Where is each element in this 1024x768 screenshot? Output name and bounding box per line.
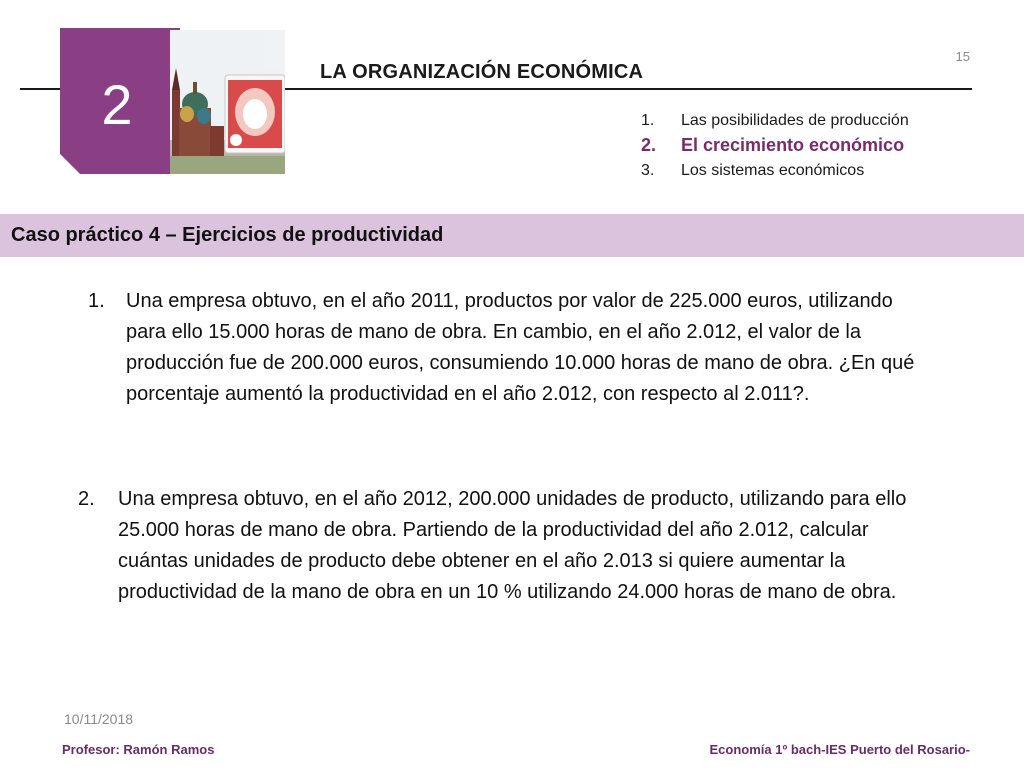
exercise-number: 1. (88, 290, 105, 312)
moscow-kremlin-photo-icon (170, 30, 285, 174)
exercise-text: Una empresa obtuvo, en el año 2012, 200.000 unidades de producto, utilizando para ello 25.000 horas de mano de obra. Partiendo de la productividad del año 2.012, calcular cuántas unidades de producto debe obtener en el año 2.013 si quiere aumentar la productividad de la mano de obra en un 10 % utilizando 24.000 horas de mano de obra. (118, 488, 907, 603)
exercise-2 (78, 484, 928, 608)
toc-item-1 (641, 108, 909, 133)
case-title: Caso práctico 4 – Ejercicios de productividad (11, 224, 444, 246)
page-number: 15 (955, 49, 970, 64)
toc-item-label: Los sistemas económicos (681, 161, 865, 179)
toc-item-number: 2. (641, 135, 657, 155)
exercise-number: 2. (78, 488, 95, 510)
toc-item-number: 1. (641, 111, 655, 129)
exercise-1 (88, 286, 938, 410)
toc-item-3 (641, 158, 909, 183)
unit-contents-list (641, 108, 909, 183)
exercise-text: Una empresa obtuvo, en el año 2011, productos por valor de 225.000 euros, utilizando para ello 15.000 horas de mano de obra. En cambio, en el año 2.012, el valor de la producción fue de 200.000 euros, consumiendo 10.000 horas de mano de obra. ¿En qué porcentaje aumentó la productividad en el año 2.012, con respecto al 2.011?. (126, 290, 915, 405)
toc-item-2-current (641, 133, 909, 158)
toc-item-number: 3. (641, 161, 655, 179)
toc-item-label: El crecimiento económico (681, 135, 905, 155)
footer-author: Profesor: Ramón Ramos (62, 742, 215, 757)
toc-item-label: Las posibilidades de producción (681, 111, 909, 129)
footer-date: 10/11/2018 (64, 711, 134, 727)
chapter-number: 2 (101, 73, 133, 136)
footer-course: Economía 1º bach-IES Puerto del Rosario- (709, 742, 970, 757)
unit-title: LA ORGANIZACIÓN ECONÓMICA (320, 61, 649, 84)
